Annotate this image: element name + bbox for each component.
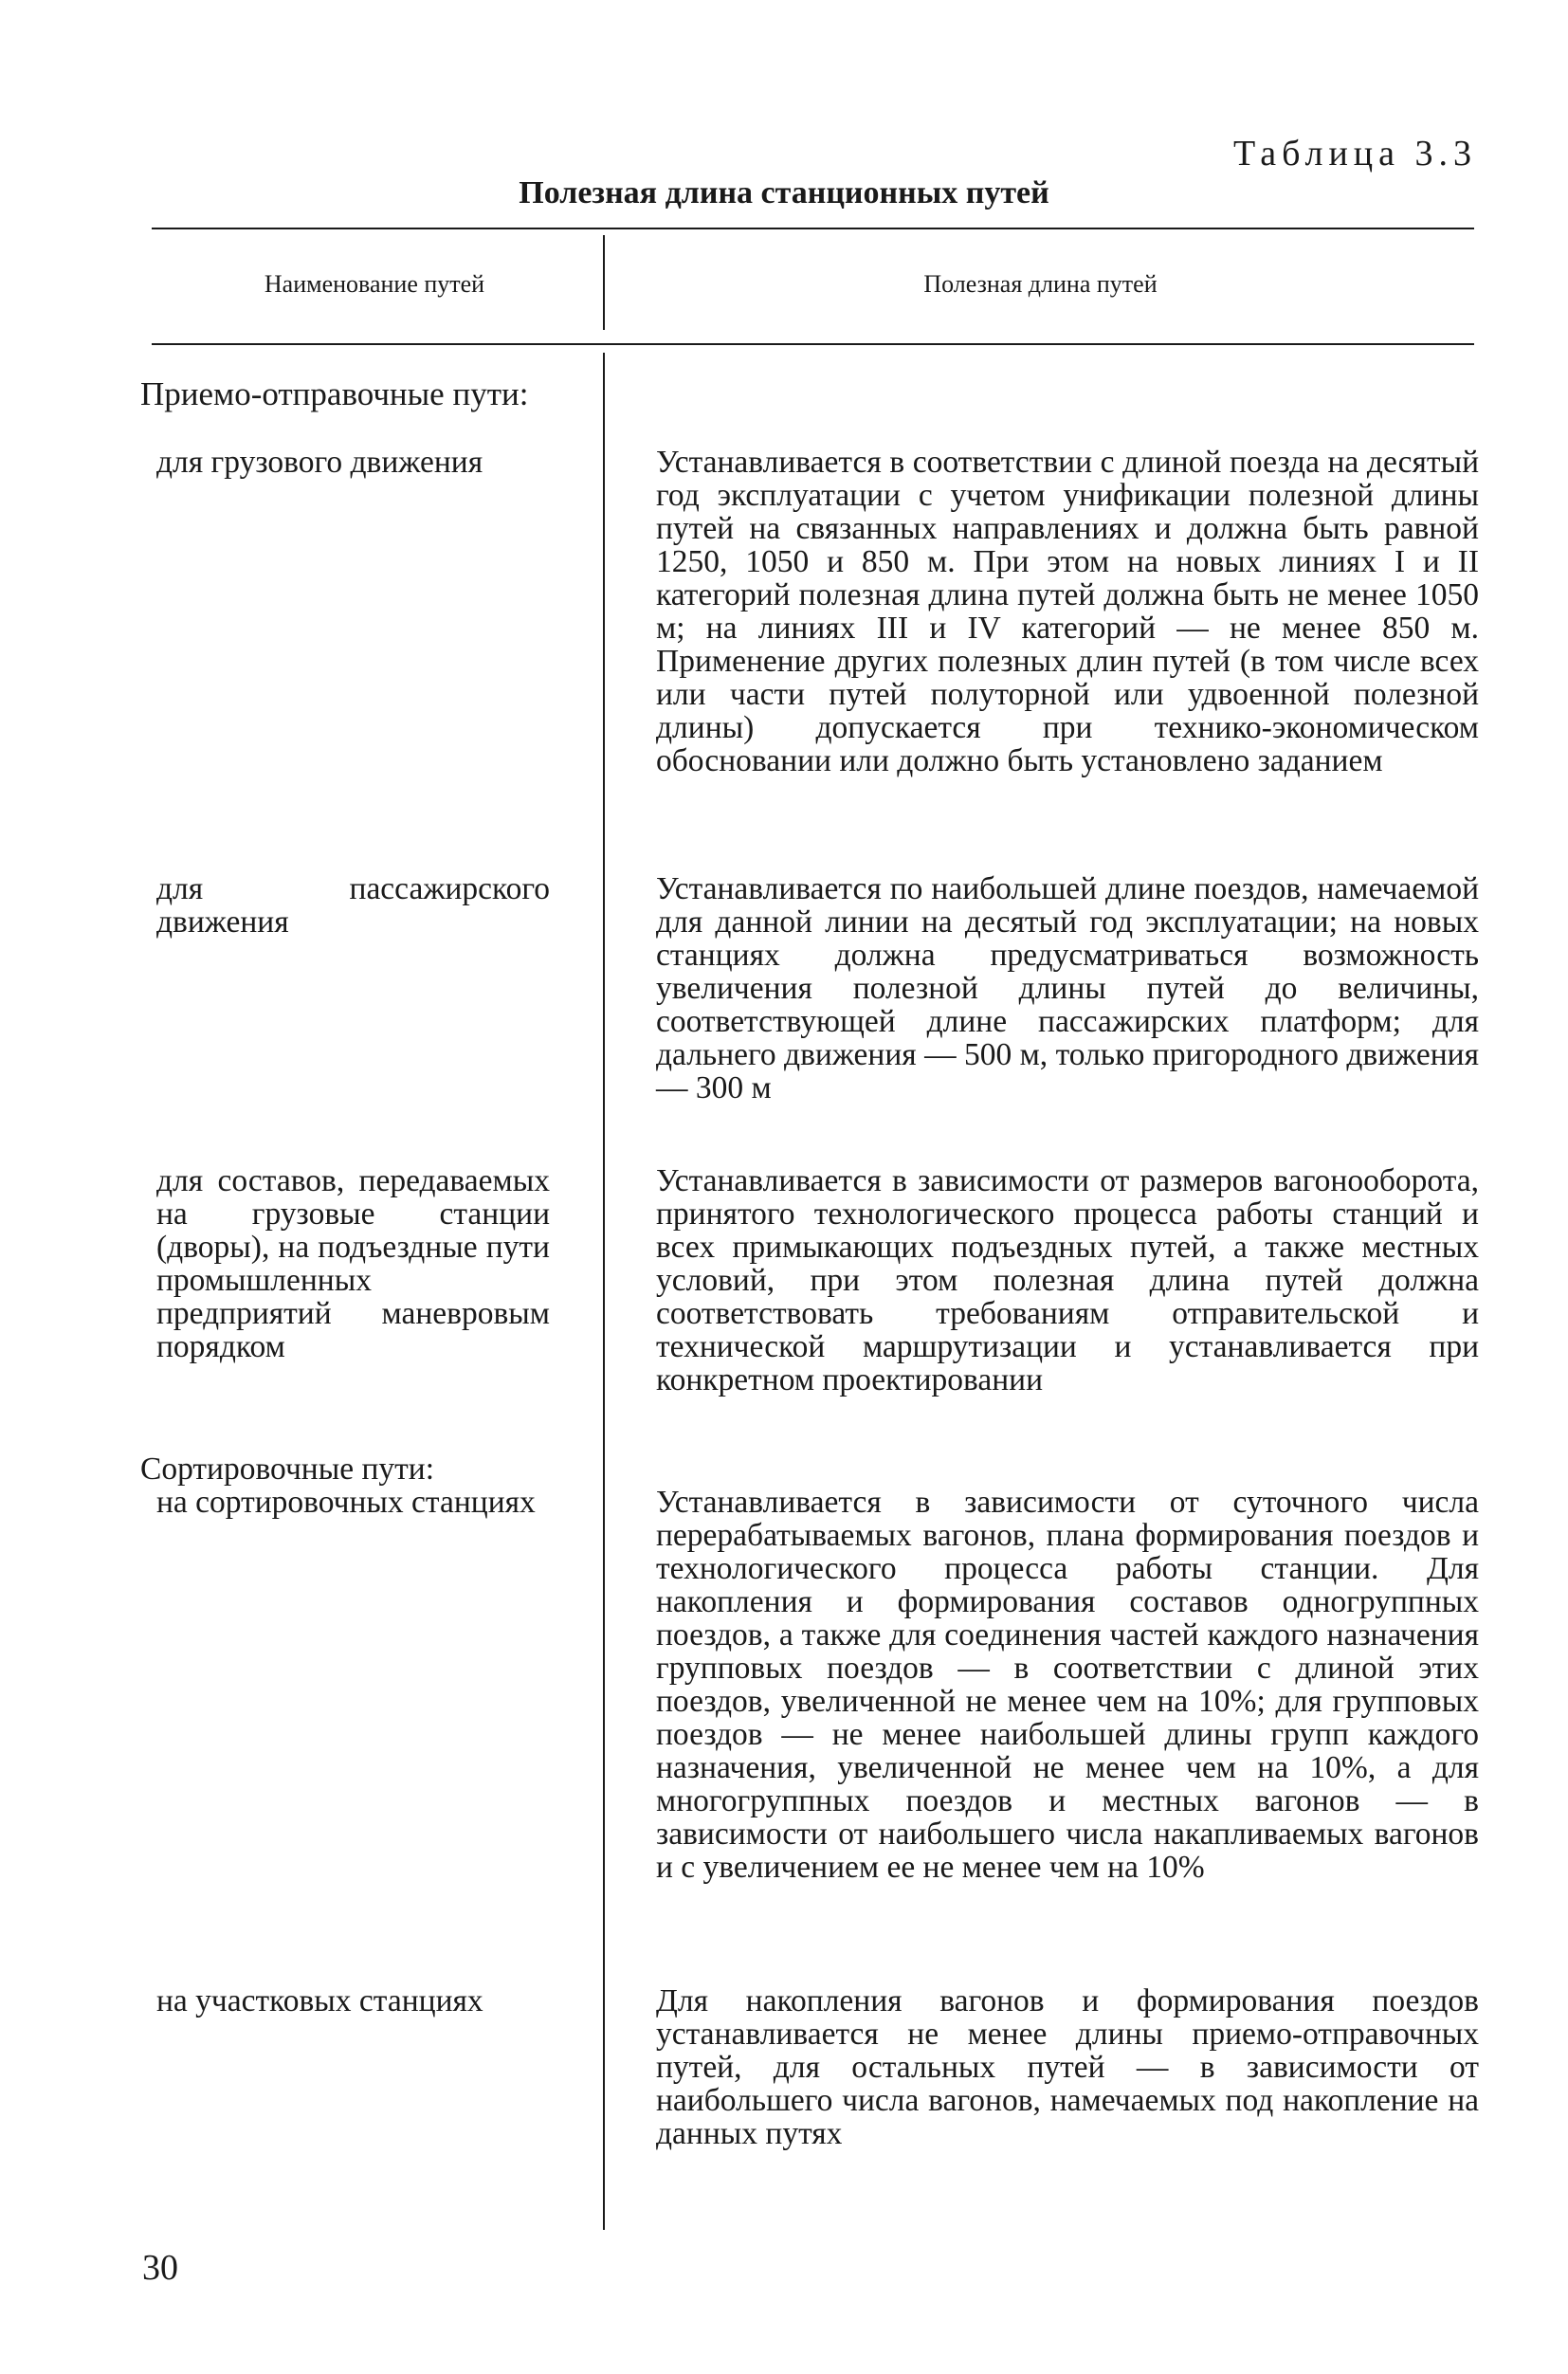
header-top-rule — [152, 228, 1474, 229]
track-name: на участковых станциях — [156, 1983, 483, 2018]
table-label: Таблица 3.3 — [1232, 134, 1477, 173]
page-number: 30 — [142, 2248, 178, 2288]
group-label: Сортировочные пути: — [140, 1452, 435, 1487]
track-length-text: Устанавливается в зависимости от размеров вагонооборота, принятого технологического процесса работы станций и всех примыкающих подъездных путей, а также местных условий, при этом полезная длина путей должна соответствовать требованиям отправительской и технической маршрутизации и устанавливается при конкретном проектировании — [656, 1163, 1479, 1397]
header-col-name: Наименование путей — [264, 270, 485, 298]
body-column-divider — [603, 353, 605, 2230]
group-label: Приемо-отправочные пути: — [140, 375, 529, 412]
track-length-text: Устанавливается в соответствии с длиной поезда на десятый год эксплуатации с учетом унификации полезной длины путей на связанных направлениях и должна быть равной 1250, 1050 и 850 м. При этом на новых линиях I и II категорий полезная длина путей должна быть не менее 1050 м; на линиях III и IV категорий — не менее 850 м. Применение других полезных длин путей (в том числе всех или части путей полуторной или удвоенной полезной длины) допускается при технико-экономическом обосновании или должно быть установлено заданием — [656, 445, 1479, 778]
track-name: для грузового движения — [156, 445, 483, 480]
table-title: Полезная длина станционных путей — [519, 175, 1049, 210]
track-length-text: Устанавливается по наибольшей длине поездов, намечаемой для данной линии на десятый год эксплуатации; на новых станциях должна предусматриваться возможность увеличения полезной длины путей до величины, соответствующей длине пассажирских платформ; для дальнего движения — 500 м, только пригородного движения — 300 м — [656, 871, 1479, 1105]
track-length-text: Для накопления вагонов и формирования поездов устанавливается не менее длины приемо-отправочных путей, для остальных путей — в зависимости от наибольшего числа вагонов, намечаемых под накопление на данных путях — [656, 1983, 1479, 2151]
track-name: на сортировочных станциях — [156, 1485, 536, 1520]
header-column-divider — [603, 235, 605, 330]
track-name: для пассажирского движения — [156, 871, 550, 940]
track-name: для составов, передаваемых на грузовые станции (дворы), на подъездные пути промышленных предприятий маневровым порядком — [156, 1163, 550, 1364]
header-col-length: Полезная длина путей — [923, 270, 1158, 298]
track-length-text: Устанавливается в зависимости от суточного числа перерабатываемых вагонов, плана формирования поездов и технологического процесса работы станции. Для накопления и формирования составов одногруппных поездов, а также для соединения частей каждого назначения групповых поездов — в соответствии с длиной этих поездов, увеличенной не менее чем на 10%; для групповых поездов — не менее наибольшей длины групп каждого назначения, увеличенной не менее чем на 10%, а для многогруппных поездов и местных вагонов — в зависимости от наибольшего числа накапливаемых вагонов и с увеличением ее не менее чем на 10% — [656, 1485, 1479, 1885]
header-bottom-rule — [152, 343, 1474, 345]
